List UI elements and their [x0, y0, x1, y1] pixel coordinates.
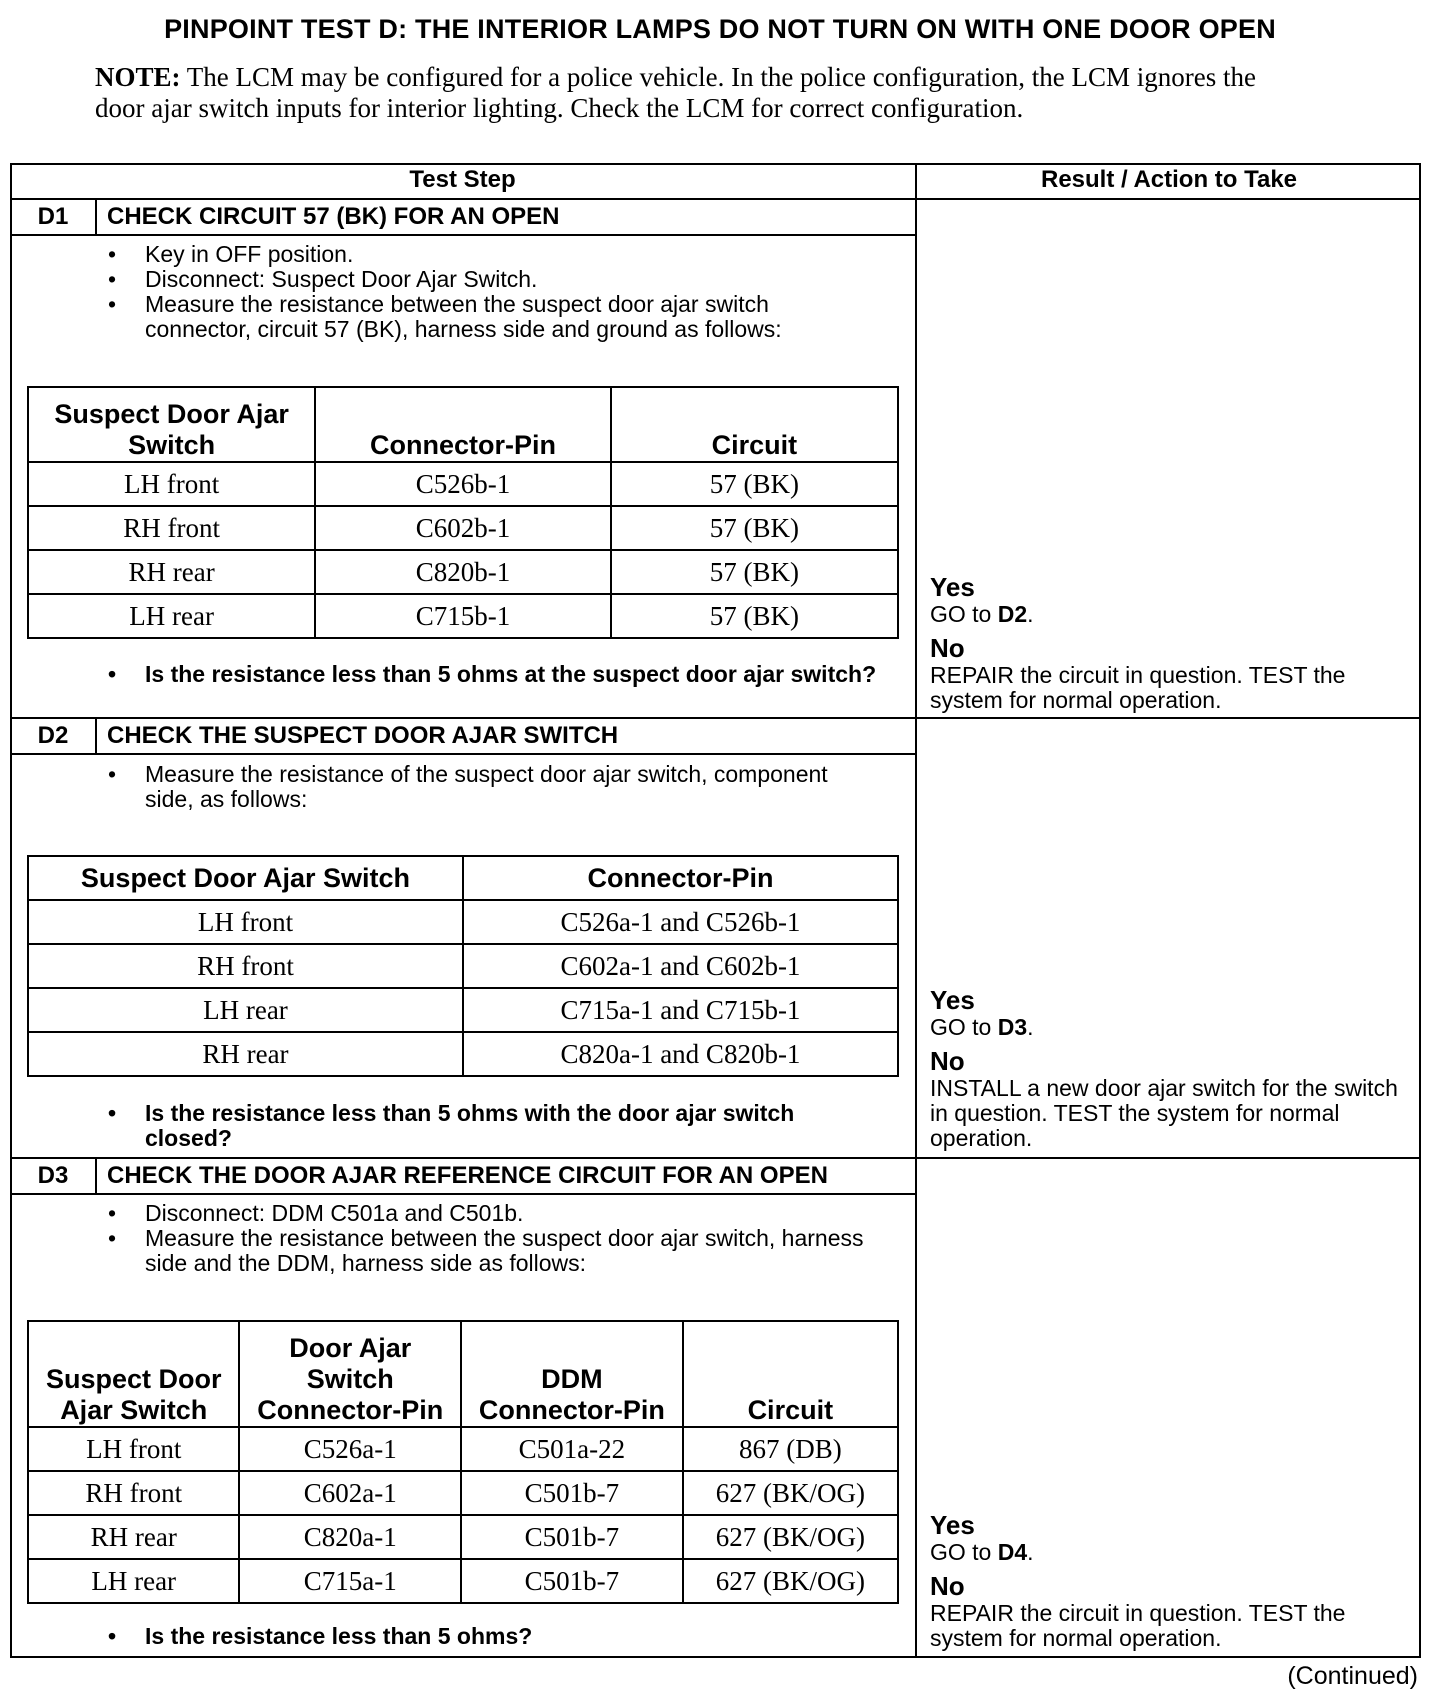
column-divider: [915, 163, 917, 1658]
note: [95, 62, 1265, 124]
table-cell: RH rear: [28, 1515, 239, 1559]
divider: [10, 717, 1421, 719]
table-cell: C602a-1: [239, 1471, 461, 1515]
no-action: REPAIR the circuit in question. TEST the system for normal operation.: [930, 1600, 1346, 1651]
question-text: • Is the resistance less than 5 ohms?: [100, 1624, 880, 1649]
yes-label: Yes: [930, 572, 975, 602]
yes-text: GO to: [930, 1539, 998, 1565]
table-cell: 57 (BK): [611, 594, 898, 638]
note-label: NOTE:: [95, 62, 181, 92]
divider: [95, 1157, 97, 1195]
yes-action: [930, 1014, 1034, 1040]
table-cell: C501b-7: [461, 1515, 683, 1559]
yes-post: .: [1027, 601, 1034, 627]
table-cell: RH front: [28, 1471, 239, 1515]
instruction-item: • Measure the resistance between the suspect door ajar switch connector, circuit 57 (BK), harness side and ground as follows:: [100, 292, 880, 342]
step-d2-instructions: [100, 762, 880, 812]
divider: [10, 1193, 915, 1195]
yes-text: GO to: [930, 1014, 998, 1040]
table-header: Circuit: [611, 387, 898, 462]
table-header: Suspect Door Ajar Switch: [28, 856, 463, 900]
yes-post: .: [1027, 1539, 1034, 1565]
table-header: Connector-Pin: [463, 856, 898, 900]
question-text: • Is the resistance less than 5 ohms at the suspect door ajar switch?: [100, 662, 880, 687]
instruction-item: • Measure the resistance between the suspect door ajar switch, harness side and the DDM, harness side as follows:: [100, 1226, 880, 1276]
result-d3: [930, 1510, 1410, 1651]
table-cell: LH rear: [28, 594, 315, 638]
table-cell: C820a-1 and C820b-1: [463, 1032, 898, 1076]
divider: [95, 198, 97, 236]
table-cell: C715b-1: [315, 594, 610, 638]
table-header: DDM Connector-Pin: [461, 1321, 683, 1427]
table-cell: C715a-1 and C715b-1: [463, 988, 898, 1032]
d1-spec-table: [27, 386, 899, 639]
table-header: Circuit: [683, 1321, 898, 1427]
instruction-item: • Disconnect: DDM C501a and C501b.: [100, 1201, 880, 1226]
instruction-item: • Key in OFF position.: [100, 242, 880, 267]
header-result: Result / Action to Take: [1040, 166, 1298, 193]
no-action: INSTALL a new door ajar switch for the switch in question. TEST the system for normal operation.: [930, 1075, 1398, 1151]
yes-target: D2: [997, 601, 1028, 627]
instruction-item: • Disconnect: Suspect Door Ajar Switch.: [100, 267, 880, 292]
step-id-d2: D2: [37, 722, 69, 749]
table-cell: LH rear: [28, 988, 463, 1032]
yes-action: [930, 1539, 1034, 1565]
table-cell: C526b-1: [315, 462, 610, 506]
page-title: PINPOINT TEST D: THE INTERIOR LAMPS DO NOT TURN ON WITH ONE DOOR OPEN: [164, 14, 1276, 44]
table-cell: C602a-1 and C602b-1: [463, 944, 898, 988]
table-cell: RH front: [28, 506, 315, 550]
table-cell: C715a-1: [239, 1559, 461, 1603]
divider: [10, 198, 1421, 200]
table-cell: C526a-1: [239, 1427, 461, 1471]
no-label: No: [930, 633, 965, 663]
table-cell: RH rear: [28, 1032, 463, 1076]
table-cell: C526a-1 and C526b-1: [463, 900, 898, 944]
yes-post: .: [1027, 1014, 1034, 1040]
step-d1-instructions: [100, 242, 880, 342]
table-header: Suspect Door Ajar Switch: [28, 1321, 239, 1427]
table-cell: C501a-22: [461, 1427, 683, 1471]
divider: [10, 234, 915, 236]
table-cell: C602b-1: [315, 506, 610, 550]
yes-text: GO to: [930, 601, 998, 627]
yes-target: D3: [997, 1014, 1028, 1040]
table-cell: LH front: [28, 1427, 239, 1471]
yes-label: Yes: [930, 985, 975, 1015]
yes-label: Yes: [930, 1510, 975, 1540]
step-d1-question: [100, 662, 880, 687]
step-title-d3: CHECK THE DOOR AJAR REFERENCE CIRCUIT FOR AN OPEN: [107, 1162, 828, 1189]
step-d3-instructions: [100, 1201, 880, 1276]
table-cell: 627 (BK/OG): [683, 1515, 898, 1559]
note-text: The LCM may be configured for a police vehicle. In the police configuration, the LCM ignores the door ajar switch inputs for interior lighting. Check the LCM for correct configuration.: [95, 62, 1256, 123]
table-cell: RH rear: [28, 550, 315, 594]
divider: [10, 1157, 1421, 1159]
table-cell: 57 (BK): [611, 550, 898, 594]
table-cell: C820b-1: [315, 550, 610, 594]
no-label: No: [930, 1571, 965, 1601]
yes-target: D4: [997, 1539, 1028, 1565]
table-header: Connector-Pin: [315, 387, 610, 462]
result-d2: [930, 985, 1410, 1151]
divider: [95, 717, 97, 755]
continued-label: (Continued): [1287, 1662, 1418, 1690]
table-cell: RH front: [28, 944, 463, 988]
step-d3-question: [100, 1624, 880, 1649]
step-id-d1: D1: [37, 203, 69, 230]
table-cell: 867 (DB): [683, 1427, 898, 1471]
no-label: No: [930, 1046, 965, 1076]
d3-spec-table: [27, 1320, 899, 1604]
header-test-step: Test Step: [409, 166, 516, 193]
table-cell: 627 (BK/OG): [683, 1559, 898, 1603]
table-cell: 627 (BK/OG): [683, 1471, 898, 1515]
table-cell: 57 (BK): [611, 506, 898, 550]
table-cell: LH front: [28, 462, 315, 506]
result-d1: [930, 572, 1410, 713]
question-text: • Is the resistance less than 5 ohms with the door ajar switch closed?: [100, 1101, 880, 1151]
table-header: Suspect Door Ajar Switch: [28, 387, 315, 462]
step-d2-question: [100, 1101, 880, 1151]
divider: [10, 753, 915, 755]
table-cell: LH front: [28, 900, 463, 944]
table-cell: C501b-7: [461, 1471, 683, 1515]
table-header: Door Ajar Switch Connector-Pin: [239, 1321, 461, 1427]
table-cell: C501b-7: [461, 1559, 683, 1603]
table-cell: LH rear: [28, 1559, 239, 1603]
step-id-d3: D3: [37, 1162, 69, 1189]
table-cell: C820a-1: [239, 1515, 461, 1559]
step-title-d1: CHECK CIRCUIT 57 (BK) FOR AN OPEN: [107, 203, 560, 230]
table-cell: 57 (BK): [611, 462, 898, 506]
instruction-item: • Measure the resistance of the suspect door ajar switch, component side, as follows:: [100, 762, 880, 812]
no-action: REPAIR the circuit in question. TEST the system for normal operation.: [930, 662, 1346, 713]
d2-spec-table: [27, 855, 899, 1077]
step-title-d2: CHECK THE SUSPECT DOOR AJAR SWITCH: [107, 722, 619, 749]
yes-action: [930, 601, 1034, 627]
